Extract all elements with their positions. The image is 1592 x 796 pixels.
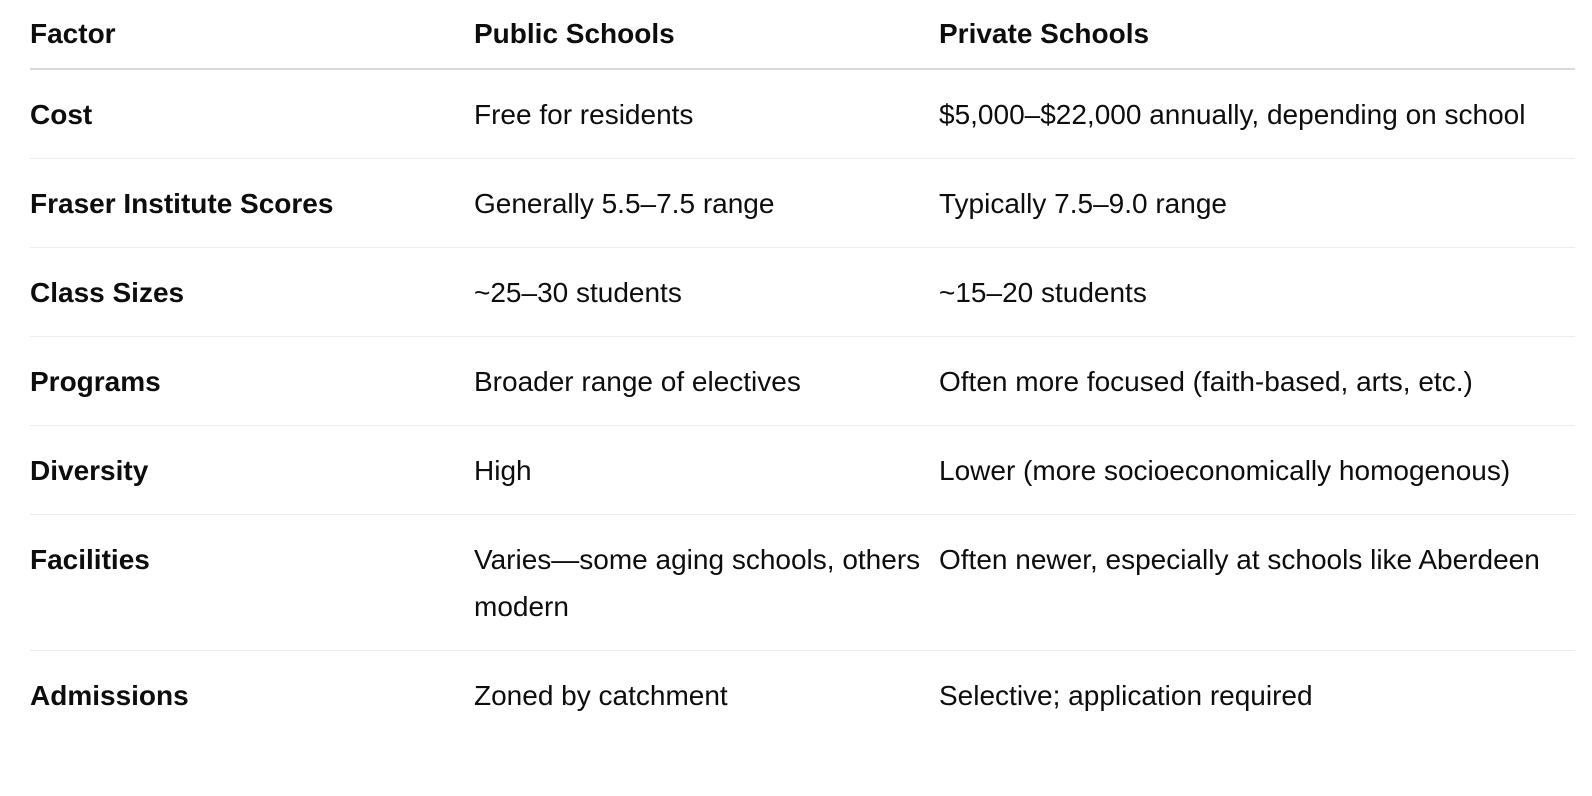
- private-cell: [939, 159, 1575, 248]
- public-value: Zoned by catchment: [474, 680, 728, 711]
- factor-cell: [30, 69, 474, 159]
- table-row: [30, 337, 1575, 426]
- private-cell: [939, 651, 1575, 740]
- factor-cell: [30, 426, 474, 515]
- header-private-schools: Private Schools: [939, 0, 1575, 69]
- public-value: High: [474, 455, 532, 486]
- factor-label: Cost: [30, 99, 93, 130]
- factor-cell: [30, 515, 474, 651]
- private-value: ~15–20 students: [939, 277, 1147, 308]
- private-cell: [939, 337, 1575, 426]
- public-cell: [474, 426, 939, 515]
- public-value: Broader range of electives: [474, 366, 801, 397]
- private-cell: [939, 515, 1575, 651]
- private-value: Lower (more socioeconomically homogenous): [939, 455, 1511, 486]
- table-header-row: [30, 0, 1575, 69]
- table-row: [30, 651, 1575, 740]
- factor-label: Admissions: [30, 680, 189, 711]
- table-row: [30, 69, 1575, 159]
- factor-label: Diversity: [30, 455, 149, 486]
- factor-label: Facilities: [30, 544, 150, 575]
- factor-label: Fraser Institute Scores: [30, 188, 334, 219]
- private-cell: [939, 69, 1575, 159]
- public-value: Generally 5.5–7.5 range: [474, 188, 775, 219]
- public-cell: [474, 69, 939, 159]
- table-row: [30, 426, 1575, 515]
- public-cell: [474, 159, 939, 248]
- comparison-table: [30, 0, 1575, 739]
- factor-cell: [30, 248, 474, 337]
- private-cell: [939, 248, 1575, 337]
- private-value: $5,000–$22,000 annually, depending on school: [939, 99, 1526, 130]
- public-cell: [474, 248, 939, 337]
- public-cell: [474, 651, 939, 740]
- table-row: [30, 515, 1575, 651]
- comparison-table-container: [30, 0, 1575, 739]
- private-value: Typically 7.5–9.0 range: [939, 188, 1227, 219]
- public-value: Varies—some aging schools, others modern: [474, 544, 921, 622]
- factor-label: Class Sizes: [30, 277, 185, 308]
- public-value: Free for residents: [474, 99, 694, 130]
- header-factor: Factor: [30, 0, 474, 69]
- factor-cell: [30, 159, 474, 248]
- public-value: ~25–30 students: [474, 277, 682, 308]
- header-public-schools: Public Schools: [474, 0, 939, 69]
- public-cell: [474, 337, 939, 426]
- table-row: [30, 248, 1575, 337]
- factor-cell: [30, 651, 474, 740]
- table-row: [30, 159, 1575, 248]
- private-cell: [939, 426, 1575, 515]
- private-value: Often newer, especially at schools like Aberdeen: [939, 544, 1540, 575]
- factor-cell: [30, 337, 474, 426]
- private-value: Selective; application required: [939, 680, 1313, 711]
- private-value: Often more focused (faith-based, arts, etc.): [939, 366, 1473, 397]
- factor-label: Programs: [30, 366, 161, 397]
- public-cell: [474, 515, 939, 651]
